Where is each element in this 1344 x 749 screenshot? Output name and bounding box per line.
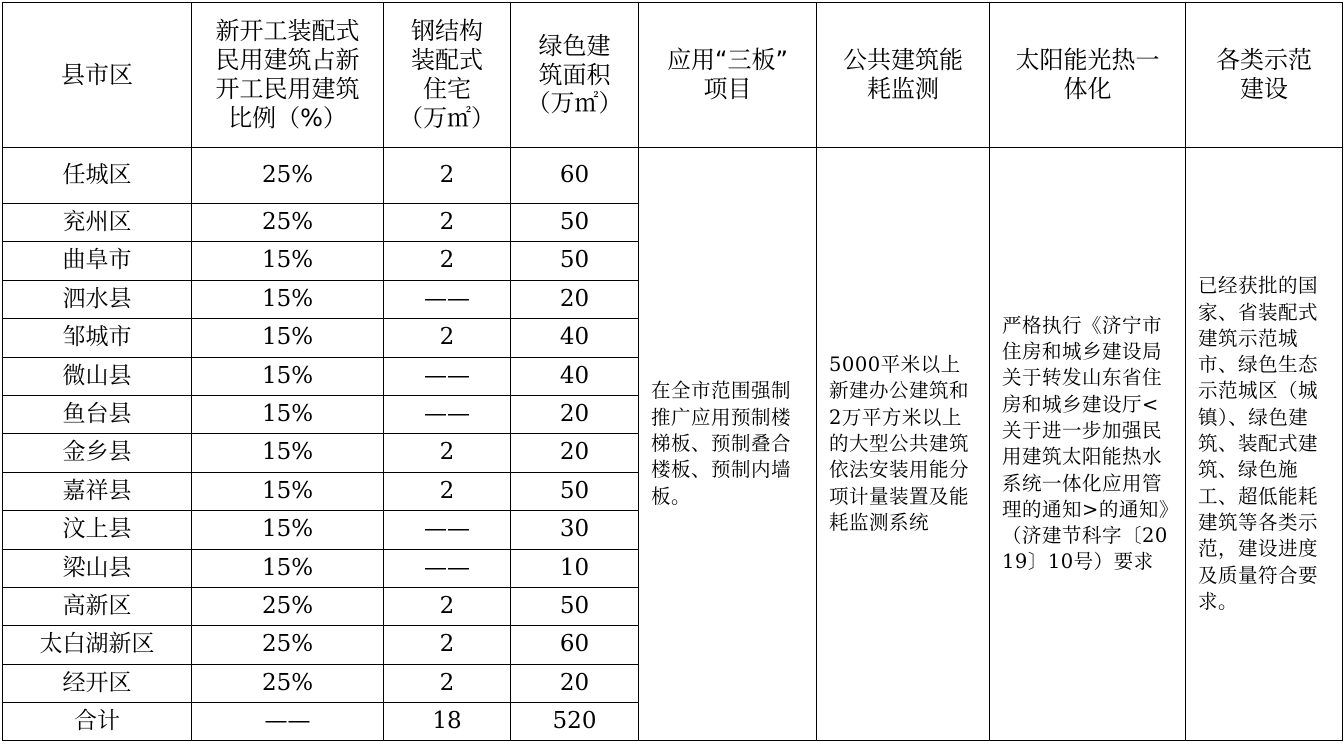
- county-cell: 任城区: [3, 148, 192, 204]
- solar-cell: 严格执行《济宁市住房和城乡建设局关于转发山东省住房和城乡建设厅<关于进一步加强民用建筑太阳能热水系统一体化应用管理的通知>的通知》（济建节科字〔2019〕10号）要求: [990, 148, 1186, 741]
- total-steel-cell: 18: [384, 703, 511, 741]
- county-cell: 兖州区: [3, 204, 192, 242]
- ratio-cell: 15%: [192, 242, 384, 280]
- construction-targets-table: [2, 2, 1343, 741]
- county-cell: 邹城市: [3, 319, 192, 357]
- county-cell: 嘉祥县: [3, 472, 192, 510]
- header-solar: 太阳能光热一 体化: [990, 3, 1186, 148]
- steel-cell: ——: [384, 549, 511, 587]
- total-ratio-cell: ——: [192, 703, 384, 741]
- county-cell: 微山县: [3, 357, 192, 395]
- green-cell: 20: [511, 395, 639, 433]
- ratio-cell: 25%: [192, 587, 384, 625]
- green-cell: 50: [511, 242, 639, 280]
- ratio-cell: 15%: [192, 357, 384, 395]
- green-cell: 20: [511, 280, 639, 318]
- steel-cell: 2: [384, 434, 511, 472]
- header-three-boards: 应用“三板” 项目: [639, 3, 817, 148]
- header-demonstration: 各类示范 建设: [1186, 3, 1343, 148]
- green-cell: 50: [511, 587, 639, 625]
- county-cell: 汶上县: [3, 511, 192, 549]
- steel-cell: 2: [384, 472, 511, 510]
- header-county: 县市区: [3, 3, 192, 148]
- green-cell: 40: [511, 319, 639, 357]
- green-cell: 20: [511, 434, 639, 472]
- ratio-cell: 25%: [192, 626, 384, 664]
- ratio-cell: 15%: [192, 511, 384, 549]
- header-steel-housing: 钢结构 装配式 住宅 （万㎡）: [384, 3, 511, 148]
- ratio-cell: 25%: [192, 664, 384, 702]
- steel-cell: ——: [384, 395, 511, 433]
- energy-monitoring-cell: 5000平米以上新建办公建筑和2万平方米以上的大型公共建筑依法安装用能分项计量装置及能耗监测系统: [817, 148, 990, 741]
- table-row: [3, 148, 1343, 204]
- county-cell: 高新区: [3, 587, 192, 625]
- total-green-cell: 520: [511, 703, 639, 741]
- demonstration-cell: 已经获批的国家、省装配式建筑示范城市、绿色生态示范城区（城镇）、绿色建筑、装配式建筑、绿色施工、超低能耗建筑等各类示范，建设进度及质量符合要求。: [1186, 148, 1343, 741]
- ratio-cell: 15%: [192, 549, 384, 587]
- green-cell: 60: [511, 626, 639, 664]
- ratio-cell: 15%: [192, 434, 384, 472]
- county-cell: 曲阜市: [3, 242, 192, 280]
- county-cell: 泗水县: [3, 280, 192, 318]
- county-cell: 金乡县: [3, 434, 192, 472]
- green-cell: 50: [511, 472, 639, 510]
- steel-cell: ——: [384, 357, 511, 395]
- green-cell: 10: [511, 549, 639, 587]
- county-cell: 鱼台县: [3, 395, 192, 433]
- green-cell: 50: [511, 204, 639, 242]
- steel-cell: 2: [384, 319, 511, 357]
- green-cell: 20: [511, 664, 639, 702]
- ratio-cell: 25%: [192, 204, 384, 242]
- header-prefab-ratio: 新开工装配式 民用建筑占新 开工民用建筑 比例（%）: [192, 3, 384, 148]
- ratio-cell: 15%: [192, 395, 384, 433]
- header-energy-monitoring: 公共建筑能 耗监测: [817, 3, 990, 148]
- steel-cell: 2: [384, 626, 511, 664]
- steel-cell: 2: [384, 204, 511, 242]
- ratio-cell: 15%: [192, 472, 384, 510]
- header-green-area: 绿色建 筑面积 （万㎡）: [511, 3, 639, 148]
- steel-cell: 2: [384, 587, 511, 625]
- steel-cell: 2: [384, 148, 511, 204]
- steel-cell: ——: [384, 280, 511, 318]
- green-cell: 40: [511, 357, 639, 395]
- green-cell: 60: [511, 148, 639, 204]
- ratio-cell: 25%: [192, 148, 384, 204]
- header-row: [3, 3, 1343, 148]
- three-boards-cell: 在全市范围强制推广应用预制楼梯板、预制叠合楼板、预制内墙板。: [639, 148, 817, 741]
- county-cell: 经开区: [3, 664, 192, 702]
- green-cell: 30: [511, 511, 639, 549]
- total-label-cell: 合计: [3, 703, 192, 741]
- county-cell: 梁山县: [3, 549, 192, 587]
- steel-cell: ——: [384, 511, 511, 549]
- ratio-cell: 15%: [192, 319, 384, 357]
- steel-cell: 2: [384, 242, 511, 280]
- steel-cell: 2: [384, 664, 511, 702]
- county-cell: 太白湖新区: [3, 626, 192, 664]
- ratio-cell: 15%: [192, 280, 384, 318]
